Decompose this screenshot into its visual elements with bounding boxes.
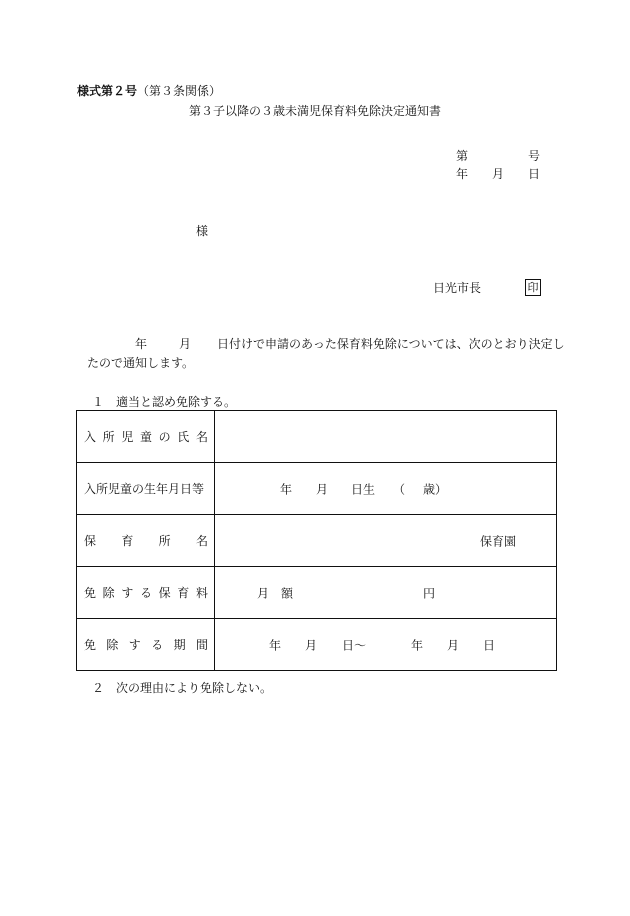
label-char: 保 [84,534,97,548]
label-char: 免 [84,638,97,652]
body-month: 月 [179,337,192,351]
addressee-suffix: 様 [196,224,209,238]
monthly-amount-label: 月 額 [257,586,294,600]
row-label-nursery [77,515,215,567]
label-char: す [128,638,141,652]
label-char: の [158,430,171,444]
row-label-period [77,619,215,671]
period-end-year: 年 [411,638,424,652]
seal-stamp: 印 [525,279,541,296]
period-end-day: 日 [483,638,496,652]
birthdate-field [215,463,557,515]
child-name-field [215,411,557,463]
form-number [77,84,221,98]
label-char: 氏 [177,430,190,444]
label-char: 期 [173,638,186,652]
row-label-birthdate [77,463,215,515]
fee-field [215,567,557,619]
table-row [77,567,557,619]
label-char: 名 [195,430,208,444]
table-row [77,619,557,671]
date-year: 年 [456,167,469,181]
body-text: 日付けで申請のあった保育料免除については、次のとおり決定し [217,337,565,351]
birthdate-label: 入所児童の生年月日等 [84,482,205,496]
date-month: 月 [492,167,505,181]
label-char: 入 [84,430,97,444]
label-char: る [151,638,164,652]
label-char: 免 [84,586,97,600]
label-char: 除 [106,638,119,652]
exemption-table [76,410,557,671]
label-char: 所 [102,430,115,444]
nursery-suffix: 保育園 [480,534,517,548]
age-open: （ [393,482,406,496]
section-approve: １ 適当と認め免除する。 [92,395,237,409]
label-char: 除 [102,586,115,600]
label-char: 料 [195,586,208,600]
label-char: 育 [177,586,190,600]
period-end-month: 月 [447,638,460,652]
label-char: 育 [121,534,134,548]
date-day: 日 [528,167,541,181]
period-start-month: 月 [305,638,318,652]
section-deny: ２ 次の理由により免除しない。 [92,681,273,695]
document-title: 第３子以降の３歳未満児保育料免除決定通知書 [189,104,442,118]
label-char: 童 [139,430,152,444]
table-row [77,515,557,567]
period-start-year: 年 [269,638,282,652]
nursery-field [215,515,557,567]
row-label-child-name [77,411,215,463]
yen-unit: 円 [423,586,436,600]
label-char: 間 [195,638,208,652]
doc-number-go: 号 [528,149,541,163]
label-char: 名 [195,534,208,548]
label-char: 所 [158,534,171,548]
birth-year: 年 [280,482,293,496]
period-start-day: 日～ [342,638,367,652]
period-field [215,619,557,671]
body-year: 年 [135,337,148,351]
body-line-2: たので通知します。 [87,356,195,370]
form-number-paren: （第３条関係） [137,84,222,98]
row-label-fee [77,567,215,619]
label-char: 保 [158,586,171,600]
issuer-name: 日光市長 [433,281,482,295]
body-line-1 [135,337,565,351]
birth-day: 日生 [351,482,376,496]
label-char: す [121,586,134,600]
birth-month: 月 [316,482,329,496]
label-char: る [139,586,152,600]
doc-number-dai: 第 [456,149,469,163]
age-close: 歳） [423,482,448,496]
form-number-bold: 様式第２号 [77,84,138,98]
label-char: 児 [121,430,134,444]
table-row [77,463,557,515]
table-row [77,411,557,463]
